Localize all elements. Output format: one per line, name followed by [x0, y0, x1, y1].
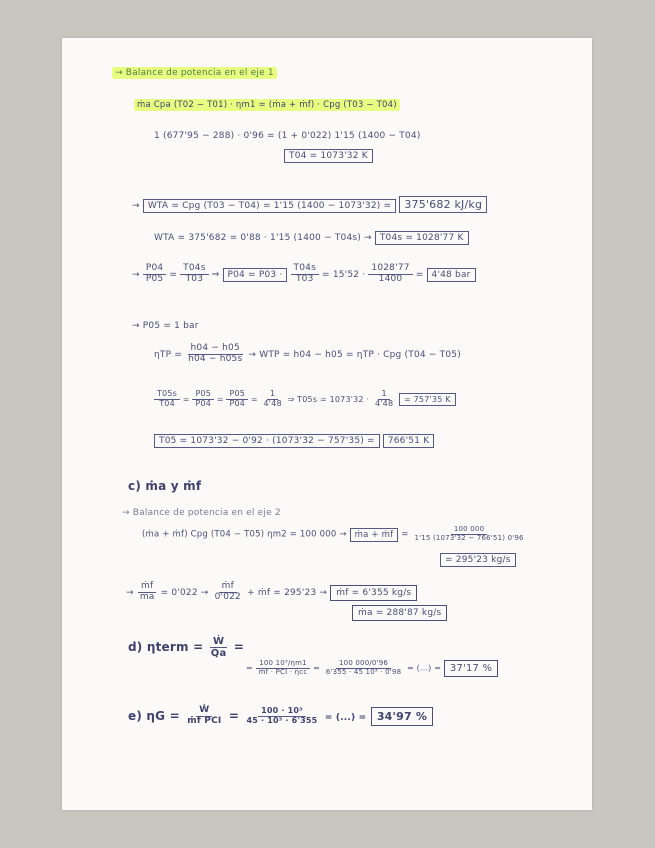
result-t04: T04 = 1073'32 K: [284, 151, 373, 161]
result-t05s: = 757'35 K: [399, 393, 456, 406]
section-e-global-efficiency: e) ηG = $\frac{\text{Ẇ}}{\text{ṁf PCI}}$ = $\frac{\text{100 · 10³}}{\text{45 · 10³ · 6'355}}$ = (...) = 34'97 %: [128, 706, 433, 727]
equation-t05: T05 = 1073'32 − 0'92 · (1073'32 − 757'35) = 766'51 K: [154, 436, 434, 446]
heading-power-balance-shaft-1: → Balance de potencia en el eje 1: [112, 68, 277, 78]
result-t04s: T04s = 1028'77 K: [375, 231, 469, 245]
equation-mass-flow-sum: (ṁa + ṁf) Cpg (T04 − T05) ηm2 = 100 000 → ṁa + ṁf = $\frac{100 000}{1'15 (1073'32 - 766'51) 0'96}$: [142, 525, 524, 542]
result-p04: 4'48 bar: [427, 268, 476, 282]
section-d-thermal-efficiency: d) ηterm = $\frac{\text{Ẇ}}{Q̇a}$ =: [128, 636, 245, 659]
equation-thermal-efficiency: = $\frac{\text{100 10³/ηm1}}{\text{ṁf · PCI · ηcc}}$ = $\frac{100 000/0'96}{\text{6'355 · 45 10³ · 0'98}}$ = (...) = 37'17 %: [246, 660, 498, 676]
result-t05: 766'51 K: [383, 434, 434, 448]
result-wta: 375'682 kJ/kg: [399, 196, 487, 213]
equation-power-balance: ṁa Cpa (T02 − T01) · ηm1 = (ṁa + ṁf) · Cpg (T03 − T04): [134, 100, 400, 110]
equation-substitution-t04: 1 (677'95 − 288) · 0'96 = (1 + 0'022) 1'15 (1400 − T04): [154, 131, 421, 141]
result-ma: ṁa = 288'87 kg/s: [352, 608, 447, 618]
section-c-heading: c) ṁa y ṁf: [128, 479, 202, 493]
result-global-efficiency: 34'97 %: [371, 707, 433, 726]
result-thermal-efficiency: 37'17 %: [444, 660, 498, 677]
notebook-page: [62, 38, 592, 810]
heading-power-balance-shaft-2: → Balance de potencia en el eje 2: [122, 508, 281, 518]
equation-turbine-efficiency: ηTP = $\frac{h04 - h05}{h04 - h05s}$ → WTP = h04 − h05 = ηTP · Cpg (T04 − T05): [154, 343, 461, 364]
equation-wta: → WTA = Cpg (T03 − T04) = 1'15 (1400 − 1073'32) = 375'682 kJ/kg: [132, 198, 487, 211]
equation-t05s: $\frac{T05s}{T04}$ = $\frac{P05}{P04}$ = $\frac{P05}{P04}$ = $\frac{1}{4'48}$ ⇒ T05s = 1073'32 · $\frac{1}{4'48}$ = 757'35 K: [154, 390, 456, 409]
result-mass-flow-sum: = 295'23 kg/s: [440, 555, 516, 565]
equation-p05: → P05 = 1 bar: [132, 321, 199, 331]
equation-t04s: WTA = 375'682 = 0'88 · 1'15 (1400 − T04s) → T04s = 1028'77 K: [154, 233, 469, 243]
equation-fuel-air-ratio: → $\frac{\text{ṁf}}{\text{ṁa}}$ = 0'022 → $\frac{\text{ṁf}}{0'022}$ + ṁf = 295'23 → ṁf = 6'355 kg/s: [126, 582, 417, 603]
equation-p04: → $\frac{P04}{P05}$ = $\frac{T04s}{T03}$ ⇒ P04 = P03 · $\frac{T04s}{T03}$ = 15'52 · $\frac{1028'77}{1400}$ = 4'48 bar: [132, 264, 476, 285]
result-mf: ṁf = 6'355 kg/s: [330, 585, 417, 601]
